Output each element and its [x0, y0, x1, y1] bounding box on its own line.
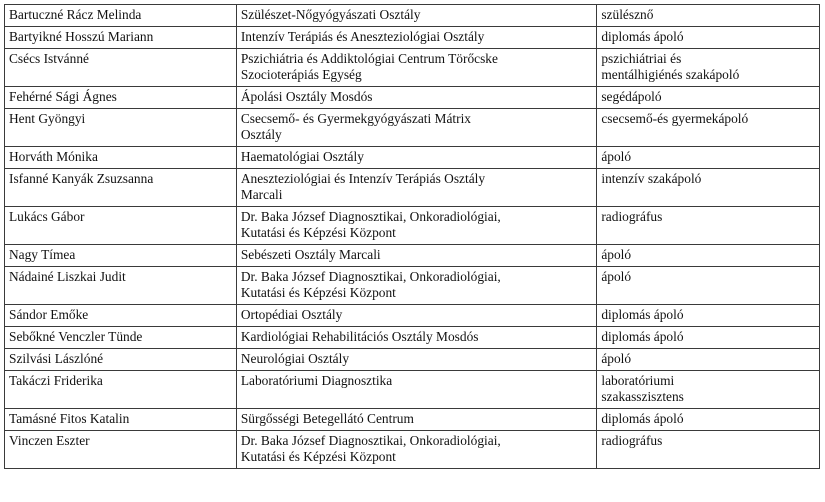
staff-role: diplomás ápoló — [597, 305, 820, 327]
staff-role: diplomás ápoló — [597, 327, 820, 349]
staff-name: Szilvási Lászlóné — [5, 349, 237, 371]
staff-department: Dr. Baka József Diagnosztikai, Onkoradiológiai, Kutatási és Képzési Központ — [236, 431, 597, 469]
table-row — [5, 5, 820, 27]
staff-name: Hent Gyöngyi — [5, 109, 237, 147]
staff-role: ápoló — [597, 349, 820, 371]
staff-department: Ápolási Osztály Mosdós — [236, 87, 597, 109]
staff-department: Dr. Baka József Diagnosztikai, Onkoradiológiai, Kutatási és Képzési Központ — [236, 207, 597, 245]
staff-name: Csécs Istvánné — [5, 49, 237, 87]
table-row — [5, 409, 820, 431]
staff-table — [4, 4, 820, 469]
staff-name: Bartuczné Rácz Melinda — [5, 5, 237, 27]
table-row — [5, 147, 820, 169]
staff-department: Kardiológiai Rehabilitációs Osztály Mosdós — [236, 327, 597, 349]
staff-department: Csecsemő- és Gyermekgyógyászati Mátrix Osztály — [236, 109, 597, 147]
table-row — [5, 431, 820, 469]
table-row — [5, 207, 820, 245]
staff-role: ápoló — [597, 245, 820, 267]
table-row — [5, 267, 820, 305]
staff-role: pszichiátriai és mentálhigiénés szakápoló — [597, 49, 820, 87]
staff-role: diplomás ápoló — [597, 409, 820, 431]
staff-department: Ortopédiai Osztály — [236, 305, 597, 327]
staff-name: Lukács Gábor — [5, 207, 237, 245]
table-row — [5, 349, 820, 371]
table-row — [5, 169, 820, 207]
staff-role: radiográfus — [597, 431, 820, 469]
staff-role: szülésznő — [597, 5, 820, 27]
table-row — [5, 305, 820, 327]
staff-department: Laboratóriumi Diagnosztika — [236, 371, 597, 409]
staff-role: ápoló — [597, 147, 820, 169]
staff-department: Sürgősségi Betegellátó Centrum — [236, 409, 597, 431]
staff-name: Horváth Mónika — [5, 147, 237, 169]
staff-name: Fehérné Sági Ágnes — [5, 87, 237, 109]
staff-name: Bartyikné Hosszú Mariann — [5, 27, 237, 49]
staff-name: Vinczen Eszter — [5, 431, 237, 469]
staff-department: Neurológiai Osztály — [236, 349, 597, 371]
staff-name: Nádainé Liszkai Judit — [5, 267, 237, 305]
table-row — [5, 327, 820, 349]
table-row — [5, 49, 820, 87]
staff-department: Sebészeti Osztály Marcali — [236, 245, 597, 267]
staff-name: Takáczi Friderika — [5, 371, 237, 409]
staff-role: ápoló — [597, 267, 820, 305]
staff-department: Haematológiai Osztály — [236, 147, 597, 169]
staff-name: Sebőkné Venczler Tünde — [5, 327, 237, 349]
staff-role: intenzív szakápoló — [597, 169, 820, 207]
staff-name: Tamásné Fitos Katalin — [5, 409, 237, 431]
table-row — [5, 245, 820, 267]
staff-department: Dr. Baka József Diagnosztikai, Onkoradiológiai, Kutatási és Képzési Központ — [236, 267, 597, 305]
staff-department: Aneszteziológiai és Intenzív Terápiás Osztály Marcali — [236, 169, 597, 207]
staff-name: Nagy Tímea — [5, 245, 237, 267]
staff-name: Isfanné Kanyák Zsuzsanna — [5, 169, 237, 207]
table-row — [5, 109, 820, 147]
staff-name: Sándor Emőke — [5, 305, 237, 327]
staff-department: Szülészet-Nőgyógyászati Osztály — [236, 5, 597, 27]
staff-role: diplomás ápoló — [597, 27, 820, 49]
staff-department: Pszichiátria és Addiktológiai Centrum Törőcske Szocioterápiás Egység — [236, 49, 597, 87]
staff-role: radiográfus — [597, 207, 820, 245]
staff-role: csecsemő-és gyermekápoló — [597, 109, 820, 147]
table-row — [5, 27, 820, 49]
staff-role: laboratóriumi szakasszisztens — [597, 371, 820, 409]
staff-role: segédápoló — [597, 87, 820, 109]
staff-department: Intenzív Terápiás és Aneszteziológiai Osztály — [236, 27, 597, 49]
table-row — [5, 371, 820, 409]
table-row — [5, 87, 820, 109]
